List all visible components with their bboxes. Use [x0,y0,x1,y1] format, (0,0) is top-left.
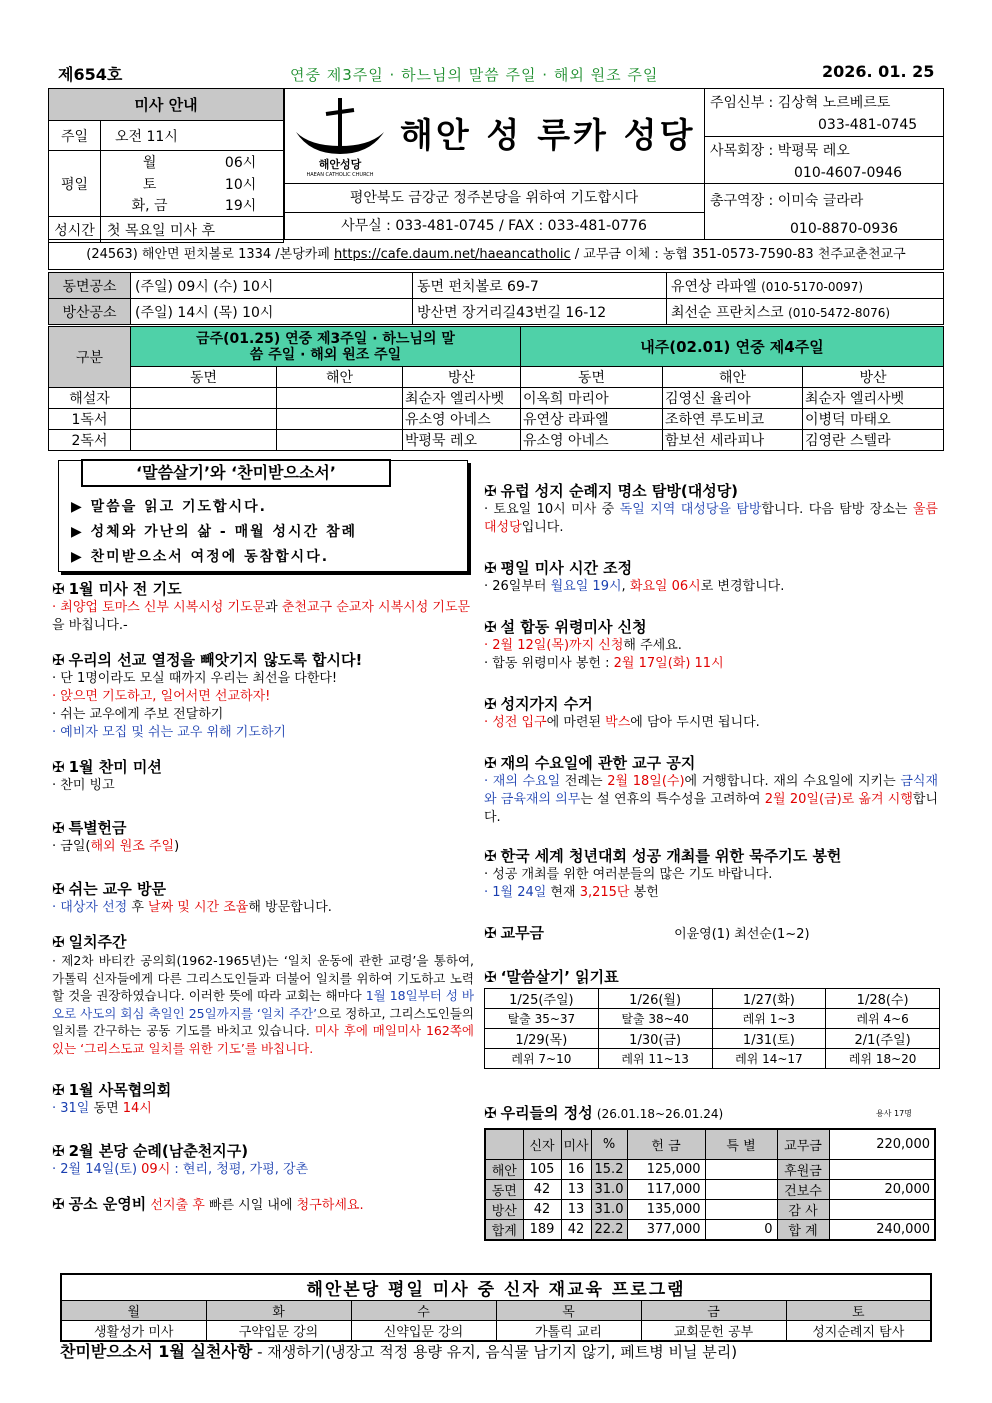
stations-table [48,272,944,325]
duty-cell [131,409,277,430]
cross-icon: ✠ [484,968,497,986]
reading-ref: 탈출 38~40 [598,1009,712,1029]
offering-cell [705,1159,777,1179]
logo-text: 해안성당 [318,158,362,171]
offering-cell: 합계 [485,1219,523,1240]
notice-text: · 재의 수요일 [484,774,561,789]
notice-text: 과 [265,600,282,615]
next-week-title: 내주(02.01) 연중 제4주일 [521,327,944,367]
program-table [60,1273,932,1342]
reading-date: 1/31(토) [712,1029,826,1049]
pastor-phone: 033-481-0745 [818,117,918,133]
offering-cell: 13 [561,1179,591,1199]
office-contact: 사무실 : 033-481-0745 / FAX : 033-481-0776 [341,218,647,234]
notice-text: · 예비자 모집 및 쉬는 교우 위해 기도하기 [52,725,286,740]
notice-text: 으로 정하고, 그리스도인들의 일치를 간구하는 공동 기도를 바치고 있습니다. [52,1005,474,1038]
cross-icon: ✠ [52,1142,65,1160]
notice-text: 해 방문합니다. [248,900,332,915]
notice-text: · 합동 위령미사 봉헌 : [484,656,614,671]
divider [704,88,705,240]
duty-row [49,388,944,409]
pastor-label: 주임신부 : [710,95,774,111]
offering-cell: 125,000 [627,1159,705,1179]
word-box-list [71,495,357,570]
divider [704,136,944,137]
program-day: 수 [351,1301,496,1321]
notice-text: 09시 [137,1162,171,1177]
reading-ref: 레위 1~3 [712,1009,826,1029]
notice-text: ) [174,839,180,854]
notice-title: 1월 찬미 미션 [68,758,162,776]
offering-cell: 31.0 [591,1179,627,1199]
notice-text: 봉헌 [629,885,659,900]
divider [704,183,944,184]
program-day: 목 [496,1301,641,1321]
notice-text: 14시 [122,1101,152,1116]
station-times: (주일) 14시 (목) 10시 [131,299,413,325]
mass-info-title: 미사 안내 [49,89,284,121]
leader-label: 총구역장 : [710,193,774,209]
station-address: 동면 펀치볼로 69-7 [413,273,667,299]
reading-date: 2/1(주일) [826,1029,940,1049]
notice-text: 합니다. 다음 탐방 장소는 [761,502,913,517]
duty-row [49,430,944,451]
reading-ref: 레위 4~6 [826,1009,940,1029]
notice-text: 2월 18일(수) [607,774,685,789]
offering-cell: 22.2 [591,1219,627,1240]
occasion-title: 연중 제3주일 · 하느님의 말씀 주일 · 해외 원조 주일 [290,66,659,84]
weekday-day: 화, 금 [101,195,199,217]
notice-text: 2월 17일(화) 11시 [613,656,724,671]
program-day: 토 [786,1301,931,1321]
notice-title: 성지가지 수거 [500,695,593,713]
sunday-time: 오전 11시 [101,121,284,151]
reading-ref: 레위 18~20 [826,1049,940,1069]
notice-text: · 31일 [52,1101,90,1116]
notice-title: 재의 수요일에 관한 교구 공지 [500,754,696,772]
reading-date: 1/26(월) [598,989,712,1009]
offering-cell: 42 [561,1219,591,1240]
notice-text: 박스 [605,715,631,730]
notice-text: · 최양업 토마스 신부 시복시성 기도문 [52,600,266,615]
offering-head: 교무금 [777,1129,829,1159]
this-week-title: 금주(01.25) 연중 제3주일 · 하느님의 말씀 주일 · 해외 원조 주일 [131,327,521,367]
issue-date: 2026. 01. 25 [822,62,935,81]
offering-head: 헌 금 [627,1129,705,1159]
duty-role: 1독서 [49,409,131,430]
reading-ref: 레위 14~17 [712,1049,826,1069]
program-day: 화 [206,1301,351,1321]
notice-text: 미사 후에 매일미사 162쪽에 있는 ‘그리스도교 일치를 위한 기도’를 바칩니다. [52,1023,474,1056]
duty-cell: 최순자 엘리사벳 [403,388,521,409]
leader-name: 이미숙 글라라 [777,193,864,209]
notice-title: 우리의 선교 열정을 빼앗기지 않도록 합시다! [68,651,363,669]
council-phone: 010-4607-0946 [794,165,903,181]
cross-icon: ✠ [52,1195,65,1213]
divider [284,88,285,240]
notice-text: 빠른 시일 내에 [204,1198,297,1213]
notice-title: 1월 사목협의회 [68,1081,172,1099]
offering-head: 신자 [523,1129,561,1159]
notice-text: 독일 지역 대성당을 탐방 [619,502,762,517]
word-box-item: ▶ 찬미받으소서 여정에 동참합시다. [71,549,330,565]
offering-cell: 240,000 [829,1219,935,1240]
offering-cell: 117,000 [627,1179,705,1199]
notice-text: 전례는 [560,774,608,789]
cross-icon: ✠ [52,758,65,776]
offering-cell: 16 [561,1159,591,1179]
reading-ref: 레위 7~10 [485,1049,599,1069]
notice-text: · 성공 개최를 위한 여러분들의 많은 기도 바랍니다. [484,867,773,882]
offering-cell: 후원금 [777,1159,829,1179]
notice-text: 해 주세요. [623,638,682,653]
notice-text: 날짜 및 시간 조율 [148,900,249,915]
cross-icon: ✠ [52,880,65,898]
duty-row [49,409,944,430]
offering-cell [829,1199,935,1219]
notice-text: 금식재와 금육재의 의무 [484,774,939,807]
notice-title: 2월 본당 순례(남춘천지구) [68,1142,249,1160]
cross-icon: ✠ [484,1104,497,1122]
duty-col: 동면 [521,367,663,388]
account-info: / 교무금 이체 : 농협 351-0573-7590-83 천주교춘천교구 [574,247,906,262]
weekday-day: 토 [101,173,199,195]
duty-col: 동면 [131,367,277,388]
offering-head [485,1129,523,1159]
notice-title: 교무금 [500,924,545,942]
duty-role: 2독서 [49,430,131,451]
notice-text: 로 변경합니다. [700,579,785,594]
duty-cell: 최순자 엘리사벳 [803,388,944,409]
station-name: 방산공소 [49,299,131,325]
notice-text: 합니다. [484,792,939,825]
offering-row [485,1219,935,1240]
prayer-intention: 평안북도 금강군 정주본당을 위하여 기도합시다 [284,183,704,213]
duty-cell [131,388,277,409]
duty-col: 해안 [277,367,403,388]
notice-text: 선지출 후 [150,1198,205,1213]
program-topic: 가톨릭 교리 [496,1321,641,1342]
program-title: 해안본당 평일 미사 중 신자 재교육 프로그램 [61,1274,931,1301]
notice-text: 1월 18일부터 성 바오로 사도의 회심 축일인 25일까지를 ‘일치 주간’ [52,988,474,1021]
notice-text: 춘천교구 순교자 시복시성 기도문 [281,600,471,615]
reading-date: 1/27(화) [712,989,826,1009]
offering-cell: 13 [561,1199,591,1219]
program-day: 금 [641,1301,786,1321]
word-box [58,460,468,572]
duty-cell [277,430,403,451]
notice-text: 에 거행합니다. 재의 수요일에 지키는 [684,774,901,789]
notice-text: · 1월 24일 [484,885,547,900]
cross-icon: ✠ [484,847,497,865]
notice-text: , [621,579,630,594]
word-box-title: ‘말씀살기’와 ‘찬미받으소서’ [81,459,391,487]
cross-icon: ✠ [52,580,65,598]
duty-cell [277,388,403,409]
notice-title: 평일 미사 시간 조정 [500,559,633,577]
offering-cell: 31.0 [591,1199,627,1219]
duty-cell [131,430,277,451]
weekday-time: 06시 [198,151,283,173]
duty-cell [277,409,403,430]
offering-cell: 42 [523,1199,561,1219]
cross-icon: ✠ [52,651,65,669]
cross-icon: ✠ [484,559,497,577]
duty-col: 방산 [803,367,944,388]
notice-text: · 찬미 빙고 [52,778,115,793]
notice-text: 입니다. [521,520,564,535]
left-notices [52,578,474,1215]
offering-cell [705,1199,777,1219]
offering-cell: 0 [705,1219,777,1240]
cross-icon: ✠ [52,819,65,837]
footer-text: - 재생하기(냉장고 적정 용량 유지, 음식물 남기지 않기, 페트병 비닐 분리) [252,1343,738,1361]
offering-cell: 135,000 [627,1199,705,1219]
offering-cell: 377,000 [627,1219,705,1240]
duty-cell: 유소영 아네스 [521,430,663,451]
offering-note: 용사 17명 [876,1109,912,1118]
footer [60,1339,940,1362]
duty-role: 해설자 [49,388,131,409]
offering-cell: 감 사 [777,1199,829,1219]
offering-cell: 20,000 [829,1179,935,1199]
notice-text: 에 담아 두시면 됩니다. [630,715,760,730]
duty-label: 구분 [49,327,131,388]
reading-ref: 레위 11~13 [598,1049,712,1069]
duty-cell: 이병덕 마태오 [803,409,944,430]
word-box-item: ▶ 성체와 가난의 삶 - 매월 성시간 참례 [71,524,358,540]
cafe-link[interactable]: https://cafe.daum.net/haeancatholic [334,247,571,262]
offering-cell: 방산 [485,1199,523,1219]
notice-text: 3,215단 [579,885,630,900]
cross-icon: ✠ [484,482,497,500]
cross-icon: ✠ [484,924,497,942]
offering-cell: 15.2 [591,1159,627,1179]
reading-date: 1/29(목) [485,1029,599,1049]
council-name: 박평묵 레오 [777,143,850,159]
notice-title: 한국 세계 청년대회 성공 개최를 위한 묵주기도 봉헌 [500,847,842,865]
notice-text: 현재 [546,885,580,900]
offering-cell: 189 [523,1219,561,1240]
notice-text: · 쉬는 교우에게 주보 전달하기 [52,707,224,722]
duty-table [48,326,944,451]
notice-text: 청구하세요. [296,1198,364,1213]
duty-col: 방산 [403,367,521,388]
notice-title: 유럽 성지 순례지 명소 탐방(대성당) [500,482,739,500]
reading-date: 1/28(수) [826,989,940,1009]
station-address: 방산면 장거리길43번길 16-12 [413,299,667,325]
notice-title: ‘말씀살기’ 읽기표 [500,968,619,986]
offering-head: 특 별 [705,1129,777,1159]
cross-icon: ✠ [52,1081,65,1099]
offering-title-row [484,1102,723,1123]
offering-row [485,1199,935,1219]
offering-period: (26.01.18~26.01.24) [596,1107,724,1121]
notice-text: · 26일부터 [484,579,551,594]
offering-cell: 해안 [485,1159,523,1179]
duty-col: 해안 [663,367,803,388]
weekday-label: 평일 [49,151,101,217]
offering-head: 220,000 [829,1129,935,1159]
notice-text: 울름 대성당 [484,502,938,535]
sunday-label: 주일 [49,121,101,151]
notice-text: · 단 1명이라도 모실 때까지 우리는 최선을 다한다! [52,671,338,686]
mass-info-table [48,88,284,243]
reading-date: 1/25(주일) [485,989,599,1009]
notice-text: 월요일 19시 [550,579,622,594]
station-phone: (010-5472-8076) [788,305,891,320]
weekday-day: 월 [101,151,199,173]
cross-icon: ✠ [52,933,65,951]
duty-cell: 이옥희 마리아 [521,388,663,409]
notice-text: 해외 원조 주일 [90,839,175,854]
program-topic: 성지순례지 탐사 [786,1321,931,1342]
notice-text: 에 마련된 [546,715,606,730]
issue-number: 제654호 [58,65,123,84]
footer-bold: 찬미받으소서 1월 실천사항 [60,1342,253,1361]
notice-text: · 2월 12일(목)까지 신청 [484,638,624,653]
station-times: (주일) 09시 (수) 10시 [131,273,413,299]
weekday-time: 19시 [198,195,283,217]
holy-hour: 첫 목요일 미사 후 [101,217,284,243]
duty-cell: 유소영 아네스 [403,409,521,430]
offering-row [485,1159,935,1179]
notice-text: 는 설 연휴의 특수성을 고려하여 [580,792,765,807]
council-label: 사목회장 : [710,143,774,159]
parish-logo [290,92,390,178]
station-contact: 최선순 프란치스코 [671,304,784,321]
weekday-time: 10시 [198,173,283,195]
notice-title: 1월 미사 전 기도 [68,580,182,598]
duty-cell: 함보선 세라피나 [663,430,803,451]
notice-title: 공소 운영비 [68,1195,147,1213]
duty-cell: 김영란 스텔라 [803,430,944,451]
program-topic: 생활성가 미사 [61,1321,206,1342]
notice-text: 을 바칩니다.- [52,618,128,633]
leader-phone: 010-8870-0936 [790,221,899,237]
right-notices [484,480,938,987]
notice-text: 동면 [89,1101,123,1116]
notice-text: 화요일 06시 [629,579,701,594]
notice-text: 후 [127,900,149,915]
duty-cell: 유연상 라파엘 [521,409,663,430]
duty-cell: 박평묵 레오 [403,430,521,451]
notice-title: 쉬는 교우 방문 [68,880,166,898]
program-topic: 교회문헌 공부 [641,1321,786,1342]
reading-ref: 탈출 35~37 [485,1009,599,1029]
word-box-item: ▶ 말씀을 읽고 기도합시다. [71,499,267,515]
pastor-name: 김상혁 노르베르토 [777,95,891,111]
notice-text: · 앉으면 기도하고, 일어서면 선교하자! [52,689,271,704]
offering-cell: 동면 [485,1179,523,1199]
address: (24563) 해안면 펀치볼로 1334 /본당카페 [86,247,330,262]
offering-cell: 건보수 [777,1179,829,1199]
offering-head: 미사 [561,1129,591,1159]
station-phone: (010-5170-0097) [761,279,864,294]
duty-cell: 조하연 루도비코 [663,409,803,430]
program-topic: 신약입문 강의 [351,1321,496,1342]
holy-hour-label: 성시간 [49,217,101,243]
logo-sub: HAEAN CATHOLIC CHURCH [306,172,374,178]
notice-title: 설 합동 위령미사 신청 [500,618,647,636]
duty-cell: 김영신 율리아 [663,388,803,409]
cross-icon: ✠ [484,618,497,636]
notice-text: · 제2차 바티칸 공의회(1962-1965년)는 ‘일치 운동에 관한 교령’을 통하여, 가톨릭 신자들에게 다른 그리스도인들과 더불어 일치를 위하여 기도하고 노력할 것을 권장하였습니다. 이러한 뜻에 따라 교회는 해마다 [52,953,474,1003]
notice-text: 이윤영(1) 최선순(1~2) [674,927,810,942]
offering-cell: 105 [523,1159,561,1179]
program-day: 월 [61,1301,206,1321]
notice-text: · 금일( [52,839,91,854]
cross-icon: ✠ [484,695,497,713]
notice-text: · 토요일 10시 미사 중 [484,502,620,517]
notice-title: 일치주간 [68,933,127,951]
notice-text: 2월 20일(금)로 옮겨 시행 [764,792,913,807]
offering-table [484,1128,936,1241]
notice-title: 특별헌금 [68,819,127,837]
notice-text: · 성전 입구 [484,715,547,730]
station-name: 동면공소 [49,273,131,299]
reading-table [484,988,940,1069]
notice-text: · 2월 14일(토) [52,1162,138,1177]
offering-row [485,1179,935,1199]
cross-icon: ✠ [484,754,497,772]
notice-text: : 현리, 청평, 가평, 강촌 [170,1162,309,1177]
parish-name: 해안 성 루카 성당 [400,116,696,156]
offering-head: % [591,1129,627,1159]
offering-cell [829,1159,935,1179]
program-topic: 구약입문 강의 [206,1321,351,1342]
reading-date: 1/30(금) [598,1029,712,1049]
offering-cell: 합 계 [777,1219,829,1240]
staff-info [710,92,917,240]
notice-text: · 대상자 선정 [52,900,128,915]
offering-cell [705,1179,777,1199]
address-line [48,240,944,270]
station-contact: 유연상 라파엘 [671,278,757,295]
offering-title: 우리들의 정성 [500,1104,593,1122]
offering-cell: 42 [523,1179,561,1199]
